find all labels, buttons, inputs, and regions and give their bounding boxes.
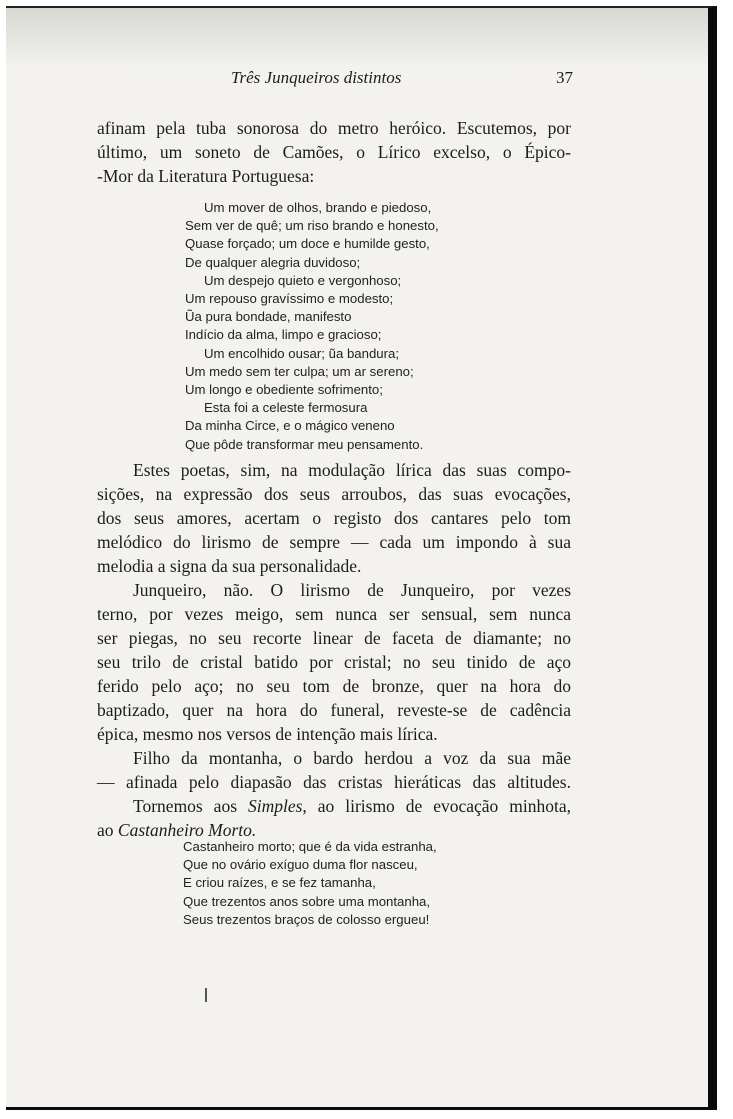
text-line: Filho da montanha, o bardo herdou a voz da sua mãe xyxy=(133,748,571,768)
verse-line: Um repouso gravíssimo e modesto; xyxy=(185,291,394,307)
verse-line: Um mover de olhos, brando e piedoso, xyxy=(204,200,432,215)
sonnet-block xyxy=(185,199,439,454)
verse-line: Um encolhido ousar; ũa bandura; xyxy=(204,345,400,361)
verse-line: Esta foi a celeste fermosura xyxy=(204,400,368,416)
text-line: Estes poetas, sim, na modulação lírica das suas compo- xyxy=(133,460,571,480)
text-line: terno, por vezes meigo, sem nunca ser sensual, sem nunca xyxy=(97,604,571,624)
scan-speck xyxy=(205,988,207,1002)
verse-line: Ũa pura bondade, manifesto xyxy=(185,309,352,325)
verse-line: Quase forçado; um doce e humilde gesto, xyxy=(185,236,430,252)
text-line: seu trilo de cristal batido por cristal; no seu tinido de aço xyxy=(97,652,571,672)
running-title: Três Junqueiros distintos xyxy=(231,68,402,87)
text-line: ser piegas, no seu recorte linear de faceta de diamante; no xyxy=(97,628,571,648)
text-line: afinam pela tuba sonorosa do metro heróico. Escutemos, por xyxy=(97,118,571,138)
text-fragment: ao xyxy=(97,820,114,840)
verse-line: E criou raízes, e se fez tamanha, xyxy=(183,875,376,891)
page-header xyxy=(231,68,573,90)
poem-block xyxy=(183,838,437,929)
verse-line: Indício da alma, limpo e gracioso; xyxy=(185,327,382,343)
scan-shadow xyxy=(6,8,708,68)
verse-line: Sem ver de quê; um riso brando e honesto, xyxy=(185,218,439,234)
text-line: Tornemos aos Simples, ao lirismo de evocação minhota, xyxy=(133,796,571,816)
verse-line: Que no ovário exíguo duma flor nasceu, xyxy=(183,857,418,873)
text-line: baptizado, quer na hora do funeral, reveste-se de cadência xyxy=(97,700,571,720)
verse-line: Um despejo quieto e vergonhoso; xyxy=(204,272,402,288)
text-line: melodia a signa da sua personalidade. xyxy=(97,556,362,576)
verse-line: Um longo e obediente sofrimento; xyxy=(185,382,383,398)
text-line: — afinada pelo diapasão das cristas hieráticas das altitudes. xyxy=(97,772,571,792)
text-line: -Mor da Literatura Portuguesa: xyxy=(97,166,315,186)
paragraph-1 xyxy=(97,116,571,188)
book-title: Simples xyxy=(247,796,303,816)
verse-line: Castanheiro morto; que é da vida estranha, xyxy=(183,839,437,854)
text-line: épica, mesmo nos versos de intenção mais lírica. xyxy=(97,724,438,744)
text-line: sições, na expressão dos seus arroubos, das suas evocações, xyxy=(97,484,571,504)
body-text xyxy=(97,458,571,842)
verse-line: Da minha Circe, e o mágico veneno xyxy=(185,418,395,434)
verse-line: Que trezentos anos sobre uma montanha, xyxy=(183,893,431,909)
page-number: 37 xyxy=(556,68,573,87)
poem-title: Castanheiro Morto. xyxy=(117,820,257,840)
verse-line: Um medo sem ter culpa; um ar sereno; xyxy=(185,363,414,379)
text-line: Junqueiro, não. O lirismo de Junqueiro, por vezes xyxy=(133,580,571,600)
text-line: último, um soneto de Camões, o Lírico excelso, o Épico- xyxy=(97,142,571,162)
verse-line: Seus trezentos braços de colosso ergueu! xyxy=(183,911,430,927)
text-line: dos seus amores, acertam o registo dos cantares pelo tom xyxy=(97,508,571,528)
verse-line: De qualquer alegria duvidoso; xyxy=(185,254,361,270)
text-line: melódico do lirismo de sempre — cada um impondo à sua xyxy=(97,532,571,552)
text-line: ferido pelo aço; no seu tom de bronze, quer na hora do xyxy=(97,676,571,696)
verse-line: Que pôde transformar meu pensamento. xyxy=(185,436,424,452)
